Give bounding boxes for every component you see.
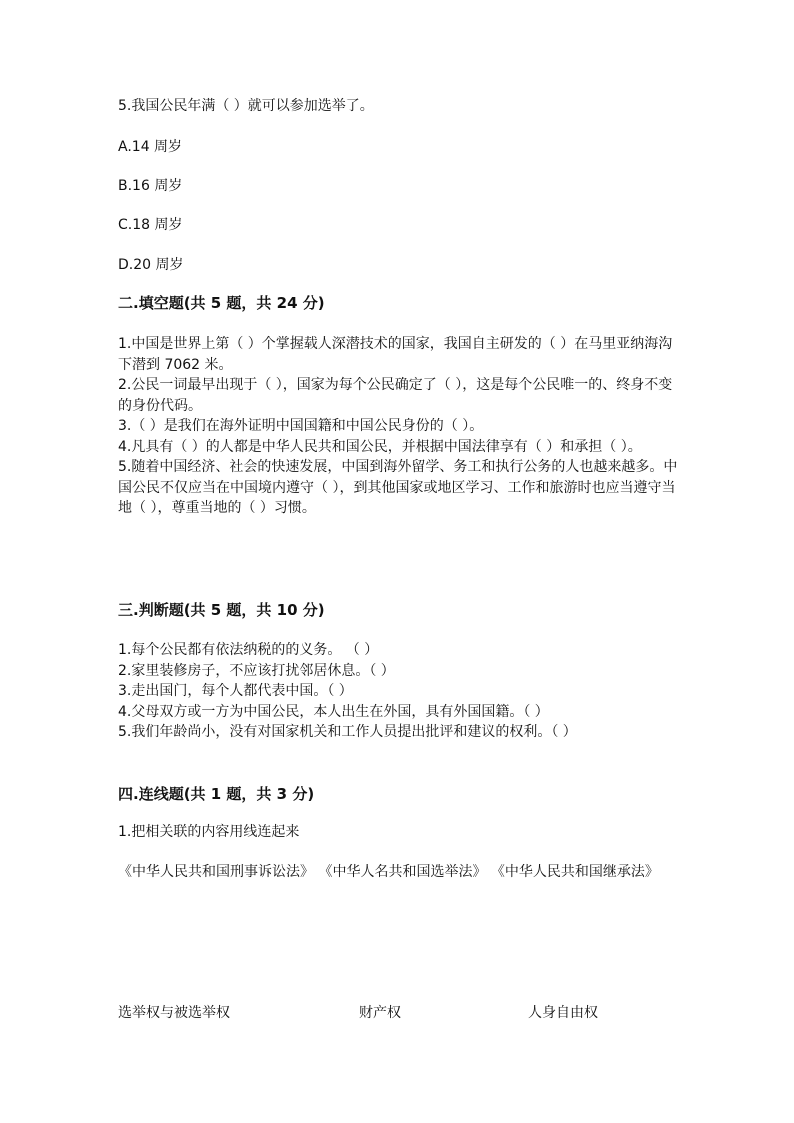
judge-items — [118, 640, 678, 743]
mc-option-d: D.20 周岁 — [118, 257, 184, 273]
judge-item-1: 1.每个公民都有依法纳税的的义务。 （ ） — [118, 642, 379, 658]
match-instruction: 1.把相关联的内容用线连起来 — [118, 824, 300, 840]
match-bottom-item-3: 人身自由权 — [528, 1005, 598, 1021]
mc-option-c: C.18 周岁 — [118, 217, 183, 233]
fill-item-4: 4.凡具有（ ）的人都是中华人民共和国公民，并根据中国法律享有（ ）和承担（ ）。 — [118, 438, 642, 455]
fill-item-1: 1.中国是世界上第（ ）个掌握载人深潜技术的国家，我国自主研发的（ ）在马里亚纳海沟下潜到 7062 米。 — [118, 336, 673, 373]
fill-items — [118, 334, 678, 519]
judge-item-2: 2.家里装修房子，不应该打扰邻居休息。（ ） — [118, 662, 395, 679]
judge-item-3: 3.走出国门，每个人都代表中国。（ ） — [118, 683, 353, 699]
judge-section-heading: 三.判断题(共 5 题，共 10 分) — [118, 601, 325, 619]
match-bottom-item-1: 选举权与被选举权 — [118, 1005, 230, 1021]
judge-item-5: 5.我们年龄尚小，没有对国家机关和工作人员提出批评和建议的权利。（ ） — [118, 724, 577, 740]
match-section-heading: 四.连线题(共 1 题，共 3 分) — [118, 785, 315, 803]
fill-item-2: 2.公民一词最早出现于（ ），国家为每个公民确定了（ ），这是每个公民唯一的、终身不变的身份代码。 — [118, 377, 673, 414]
mc-option-b: B.16 周岁 — [118, 178, 183, 194]
match-top-items: 《中华人民共和国刑事诉讼法》 《中华人名共和国选举法》 《中华人民共和国继承法》 — [118, 864, 659, 880]
match-bottom-item-2: 财产权 — [359, 1005, 401, 1021]
mc-question: 5.我国公民年满（ ）就可以参加选举了。 — [118, 98, 374, 114]
mc-option-a: A.14 周岁 — [118, 139, 183, 155]
fill-item-5: 5.随着中国经济、社会的快速发展，中国到海外留学、务工和执行公务的人也越来越多。中国公民不仅应当在中国境内遵守（ ），到其他国家或地区学习、工作和旅游时也应当遵守当地（ ），尊重当地的（ ）习惯。 — [118, 459, 678, 516]
fill-section-heading: 二.填空题(共 5 题，共 24 分) — [118, 294, 325, 312]
judge-item-4: 4.父母双方或一方为中国公民，本人出生在外国，具有外国国籍。（ ） — [118, 703, 549, 720]
fill-item-3: 3.（ ）是我们在海外证明中国国籍和中国公民身份的（ ）。 — [118, 418, 484, 434]
